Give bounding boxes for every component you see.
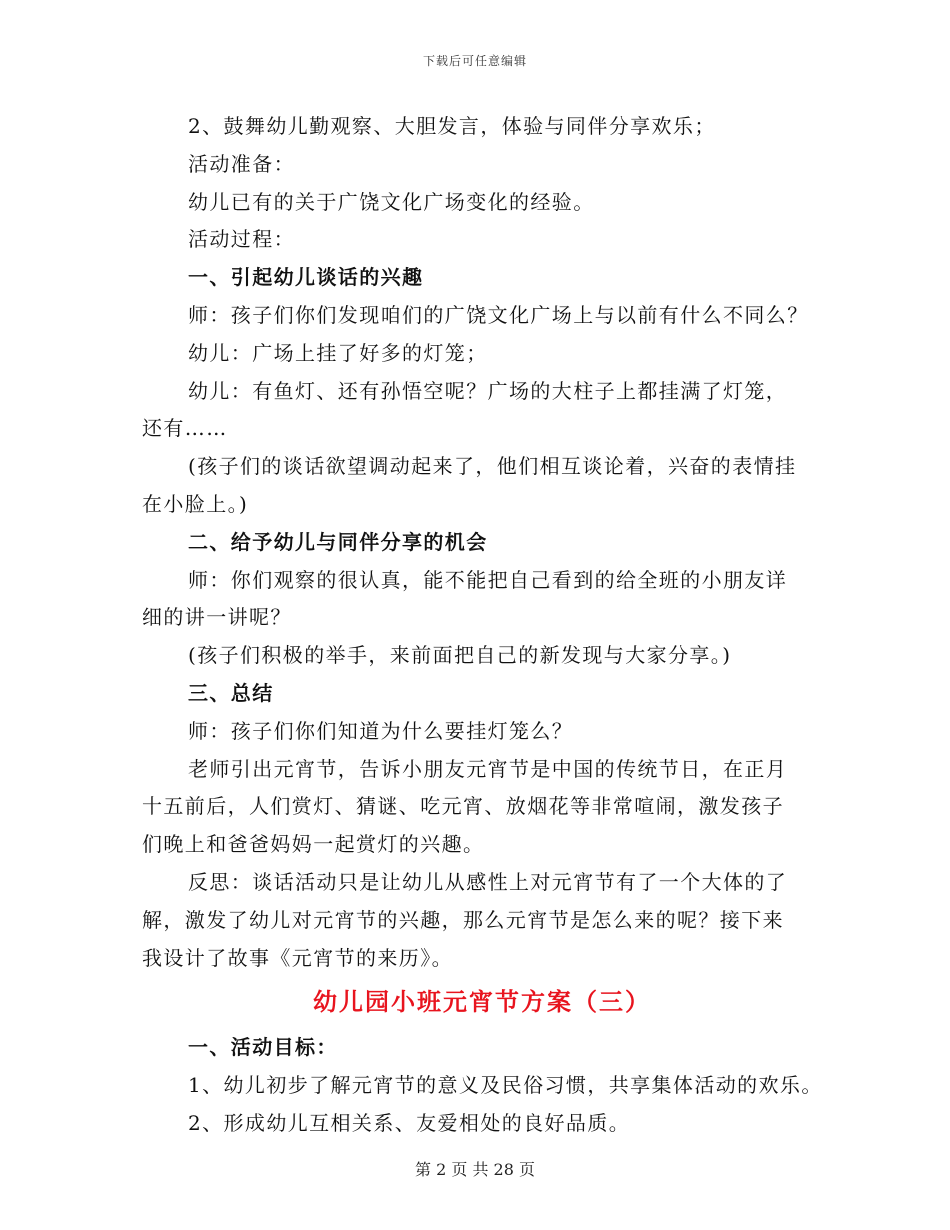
paragraph-line: 师：孩子们你们知道为什么要挂灯笼么？ bbox=[188, 718, 574, 743]
subheading: 一、引起幼儿谈话的兴趣 bbox=[188, 265, 424, 290]
document-body bbox=[142, 108, 822, 1143]
paragraph-line: 师：孩子们你们发现咱们的广饶文化广场上与以前有什么不同么？ bbox=[188, 302, 809, 327]
paragraph-line: 幼儿：有鱼灯、还有孙悟空呢？广场的大柱子上都挂满了灯笼， bbox=[188, 378, 788, 403]
paragraph-line: 解，激发了幼儿对元宵节的兴趣，那么元宵节是怎么来的呢？接下来 bbox=[142, 907, 784, 932]
paragraph-line: 活动过程： bbox=[188, 227, 295, 252]
paragraph-line: (孩子们的谈话欲望调动起来了，他们相互谈论着，兴奋的表情挂 bbox=[188, 454, 797, 479]
page-number: 第 2 页 共 28 页 bbox=[415, 1160, 535, 1179]
subheading: 一、活动目标： bbox=[188, 1035, 338, 1060]
paragraph-line: 2、鼓舞幼儿勤观察、大胆发言，体验与同伴分享欢乐； bbox=[188, 114, 716, 138]
paragraph-line: 幼儿：广场上挂了好多的灯笼； bbox=[188, 340, 488, 365]
subheading: 二、给予幼儿与同伴分享的机会 bbox=[188, 529, 488, 554]
paragraph-line: 2、形成幼儿互相关系、友爱相处的良好品质。 bbox=[188, 1110, 631, 1135]
paragraph-line: 还有…… bbox=[142, 416, 228, 441]
paragraph-line: 1、幼儿初步了解元宵节的意义及民俗习惯，共享集体活动的欢乐。 bbox=[188, 1073, 823, 1098]
paragraph-line: 活动准备： bbox=[188, 151, 295, 176]
paragraph-line: 我设计了故事《元宵节的来历》。 bbox=[142, 945, 453, 970]
paragraph-line: 十五前后，人们赏灯、猜谜、吃元宵、放烟花等非常喧闹，激发孩子 bbox=[142, 794, 784, 819]
paragraph-line: 师：你们观察的很认真，能不能把自己看到的给全班的小朋友详 bbox=[188, 567, 788, 592]
paragraph-line: 们晚上和爸爸妈妈一起赏灯的兴趣。 bbox=[142, 832, 485, 857]
subheading: 三、总结 bbox=[188, 680, 274, 705]
paragraph-line: 在小脸上。) bbox=[142, 491, 249, 516]
paragraph-line: (孩子们积极的举手，来前面把自己的新发现与大家分享。) bbox=[188, 643, 732, 668]
paragraph-line: 幼儿已有的关于广饶文化广场变化的经验。 bbox=[188, 189, 595, 214]
header-note: 下载后可任意编辑 bbox=[422, 54, 527, 68]
paragraph-line: 细的讲一讲呢？ bbox=[142, 605, 292, 630]
paragraph-line: 反思：谈话活动只是让幼儿从感性上对元宵节有了一个大体的了 bbox=[188, 869, 788, 894]
section-title: 幼儿园小班元宵节方案（三） bbox=[313, 987, 651, 1017]
paragraph-line: 老师引出元宵节，告诉小朋友元宵节是中国的传统节日，在正月 bbox=[188, 756, 788, 781]
